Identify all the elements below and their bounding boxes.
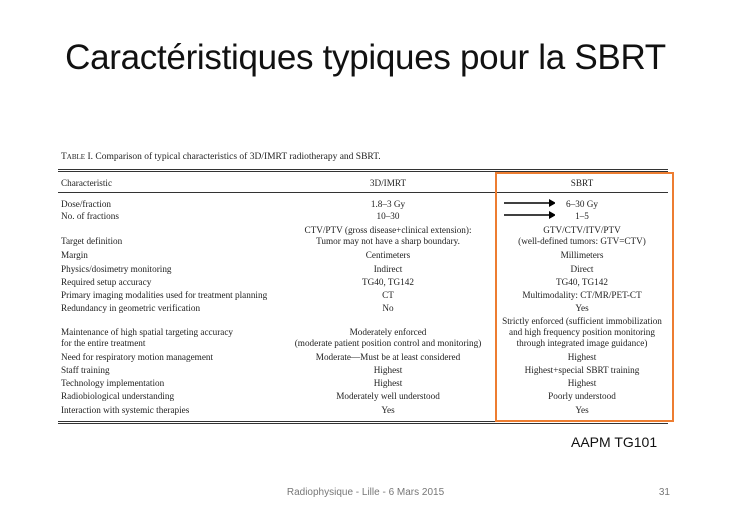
row-sbrt-value: Yes — [575, 303, 589, 313]
header-3d-imrt: 3D/IMRT — [369, 178, 407, 188]
row-characteristic: Required setup accuracy — [61, 277, 152, 287]
row-3d-imrt-value: Indirect — [373, 264, 403, 274]
row-characteristic: for the entire treatment — [61, 338, 146, 348]
row-3d-imrt-value: No — [382, 303, 394, 313]
row-3d-imrt-value: 10–30 — [376, 211, 400, 221]
arrow-fractions-icon — [503, 209, 555, 223]
row-sbrt-value: Yes — [575, 405, 589, 415]
row-3d-imrt-value: Highest — [373, 365, 403, 375]
row-sbrt-value: Poorly understood — [548, 391, 616, 401]
table-bottom-rule-double — [58, 423, 668, 424]
row-3d-imrt-value: Moderately well understood — [336, 391, 440, 401]
row-characteristic: Redundancy in geometric verification — [61, 303, 201, 313]
table-caption-label: Table I. — [61, 152, 93, 162]
row-3d-imrt-value: CTV/PTV (gross disease+clinical extension): — [304, 225, 472, 235]
table-caption — [61, 152, 381, 162]
row-characteristic: Dose/fraction — [61, 199, 112, 209]
slide-title: Caractéristiques typiques pour la SBRT — [65, 38, 666, 77]
row-characteristic: Staff training — [61, 365, 110, 375]
row-3d-imrt-value: 1.8–3 Gy — [370, 199, 406, 209]
row-characteristic: Technology implementation — [61, 378, 165, 388]
row-sbrt-value: Direct — [570, 264, 594, 274]
row-sbrt-value: through integrated image guidance) — [516, 338, 648, 348]
header-characteristic: Characteristic — [61, 178, 113, 188]
header-sbrt: SBRT — [570, 178, 594, 188]
row-characteristic: Maintenance of high spatial targeting accuracy — [61, 327, 234, 337]
page-number: 31 — [658, 487, 670, 498]
row-3d-imrt-value: Moderately enforced — [349, 327, 427, 337]
row-sbrt-value: Strictly enforced (sufficient immobilization — [502, 316, 662, 326]
row-characteristic: No. of fractions — [61, 211, 119, 221]
row-sbrt-value: Millimeters — [560, 250, 604, 260]
row-characteristic: Radiobiological understanding — [61, 391, 175, 401]
row-sbrt-value: 1–5 — [575, 211, 589, 221]
row-3d-imrt-value: Tumor may not have a sharp boundary. — [316, 236, 460, 246]
table-top-rule — [58, 169, 668, 170]
row-sbrt-value: GTV/CTV/ITV/PTV — [543, 225, 621, 235]
source-label: AAPM TG101 — [571, 434, 658, 450]
row-sbrt-value: Highest+special SBRT training — [524, 365, 640, 375]
row-characteristic: Need for respiratory motion management — [61, 352, 214, 362]
row-sbrt-value: Highest — [567, 352, 597, 362]
table-caption-text: Comparison of typical characteristics of 3D/IMRT radiotherapy and SBRT. — [93, 152, 381, 162]
footer-text: Radiophysique - Lille - 6 Mars 2015 — [286, 487, 445, 498]
row-3d-imrt-value: Yes — [381, 405, 395, 415]
row-sbrt-value: TG40, TG142 — [556, 277, 608, 287]
row-characteristic: Target definition — [61, 236, 123, 246]
row-3d-imrt-value: Highest — [373, 378, 403, 388]
row-characteristic: Interaction with systemic therapies — [61, 405, 190, 415]
row-3d-imrt-value: TG40, TG142 — [362, 277, 414, 287]
row-characteristic: Margin — [61, 250, 88, 260]
row-characteristic: Physics/dosimetry monitoring — [61, 264, 172, 274]
row-3d-imrt-value: Moderate—Must be at least considered — [315, 352, 461, 362]
row-sbrt-value: Multimodality: CT/MR/PET-CT — [522, 290, 642, 300]
row-3d-imrt-value: Centimeters — [365, 250, 411, 260]
row-sbrt-value: 6–30 Gy — [566, 199, 598, 209]
row-3d-imrt-value: CT — [382, 290, 394, 300]
row-characteristic: Primary imaging modalities used for treatment planning — [61, 290, 268, 300]
row-3d-imrt-value: (moderate patient position control and monitoring) — [294, 338, 482, 348]
row-sbrt-value: Highest — [567, 378, 597, 388]
row-sbrt-value: and high frequency position monitoring — [509, 327, 655, 337]
row-sbrt-value: (well-defined tumors: GTV=CTV) — [518, 236, 646, 246]
